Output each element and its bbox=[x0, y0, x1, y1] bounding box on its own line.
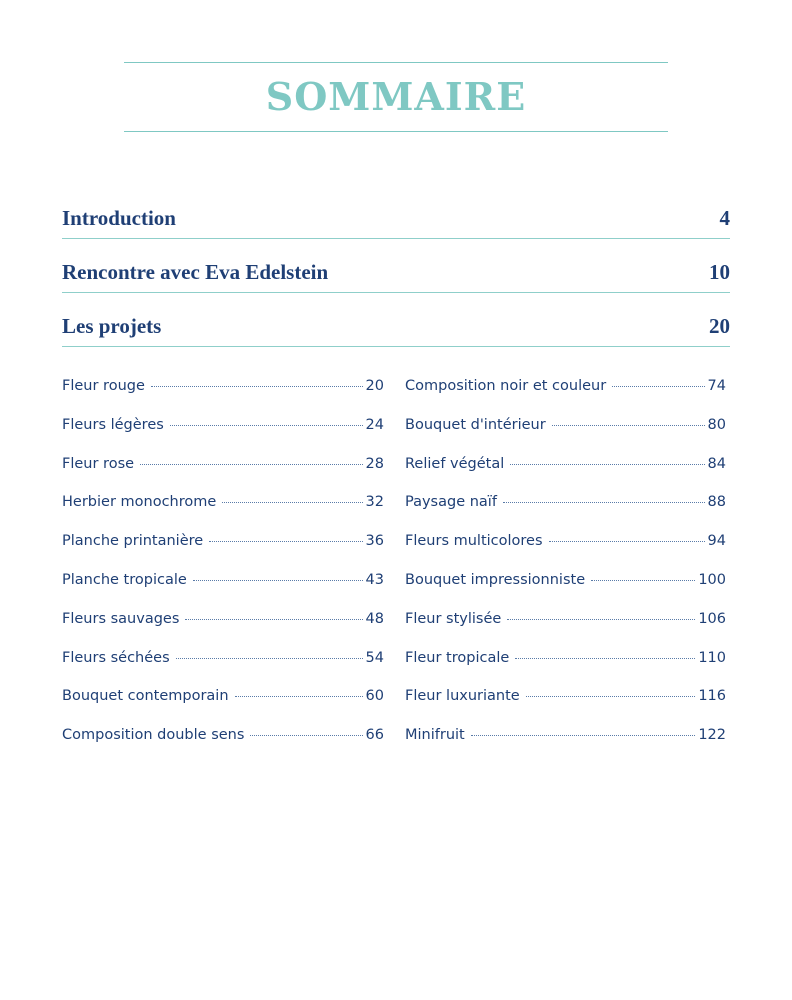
title-bottom-rule bbox=[124, 131, 668, 132]
entry-page: 110 bbox=[698, 649, 726, 666]
section-page: 4 bbox=[719, 206, 730, 230]
toc-entry[interactable] bbox=[62, 650, 384, 689]
dot-leader bbox=[471, 735, 696, 736]
entry-title: Fleur luxuriante bbox=[405, 688, 520, 705]
section-les-projets[interactable] bbox=[62, 306, 730, 347]
toc-entry[interactable] bbox=[405, 494, 726, 533]
entry-page: 84 bbox=[707, 455, 726, 472]
entry-title: Fleurs multicolores bbox=[405, 533, 543, 550]
entry-page: 60 bbox=[365, 688, 384, 705]
dot-leader bbox=[140, 464, 363, 465]
toc-entry[interactable] bbox=[405, 572, 726, 611]
dot-leader bbox=[510, 464, 704, 465]
toc-entry[interactable] bbox=[405, 688, 726, 727]
entry-title: Fleur stylisée bbox=[405, 610, 502, 627]
entry-title: Bouquet contemporain bbox=[62, 688, 229, 705]
dot-leader bbox=[503, 502, 705, 503]
entry-title: Relief végétal bbox=[405, 455, 505, 472]
toc-entry[interactable] bbox=[405, 533, 726, 572]
entry-title: Paysage naïf bbox=[405, 494, 497, 511]
toc-entry[interactable] bbox=[62, 688, 384, 727]
entry-title: Minifruit bbox=[405, 727, 465, 744]
section-label: Les projets bbox=[62, 314, 162, 338]
toc-entry[interactable] bbox=[405, 456, 726, 495]
toc-entry[interactable] bbox=[62, 494, 384, 533]
entry-title: Composition noir et couleur bbox=[405, 378, 607, 394]
entry-page: 94 bbox=[707, 533, 726, 550]
entry-page: 116 bbox=[698, 688, 726, 705]
toc-entry[interactable] bbox=[405, 417, 726, 456]
toc-entry[interactable] bbox=[405, 611, 726, 650]
title-top-rule bbox=[124, 62, 668, 63]
entry-page: 106 bbox=[698, 610, 726, 627]
section-rencontre[interactable] bbox=[62, 252, 730, 293]
dot-leader bbox=[250, 735, 362, 736]
dot-leader bbox=[151, 386, 363, 387]
entry-page: 80 bbox=[707, 416, 726, 433]
entry-page: 88 bbox=[707, 494, 726, 511]
entry-page: 100 bbox=[698, 571, 726, 588]
toc-entry[interactable] bbox=[62, 378, 384, 417]
toc-entry[interactable] bbox=[62, 533, 384, 572]
entry-page: 48 bbox=[365, 610, 384, 627]
dot-leader bbox=[526, 696, 696, 697]
entry-page: 122 bbox=[698, 727, 726, 744]
section-page: 20 bbox=[709, 314, 730, 338]
entry-page: 43 bbox=[365, 571, 384, 588]
dot-leader bbox=[507, 619, 695, 620]
dot-leader bbox=[591, 580, 695, 581]
toc-entry[interactable] bbox=[405, 727, 726, 766]
toc-entry[interactable] bbox=[62, 417, 384, 456]
entry-title: Bouquet impressionniste bbox=[405, 571, 586, 588]
entry-title: Fleurs sauvages bbox=[62, 610, 180, 627]
entry-title: Fleur rouge bbox=[62, 378, 145, 394]
dot-leader bbox=[209, 541, 362, 542]
section-page: 10 bbox=[709, 260, 730, 284]
entry-page: 36 bbox=[365, 533, 384, 550]
entry-title: Fleur rose bbox=[62, 455, 135, 472]
toc-entry[interactable] bbox=[405, 650, 726, 689]
entry-page: 54 bbox=[365, 649, 384, 666]
section-introduction[interactable] bbox=[62, 198, 730, 239]
entry-page: 20 bbox=[365, 378, 384, 394]
dot-leader bbox=[552, 425, 705, 426]
dot-leader bbox=[222, 502, 362, 503]
entry-title: Composition double sens bbox=[62, 727, 245, 744]
toc-entry[interactable] bbox=[62, 456, 384, 495]
dot-leader bbox=[612, 386, 704, 387]
section-label: Rencontre avec Eva Edelstein bbox=[62, 260, 329, 284]
toc-entry[interactable] bbox=[62, 727, 384, 766]
toc-entry[interactable] bbox=[405, 378, 726, 417]
toc-entry[interactable] bbox=[62, 611, 384, 650]
toc-entry[interactable] bbox=[62, 572, 384, 611]
dot-leader bbox=[170, 425, 363, 426]
entry-page: 28 bbox=[365, 455, 384, 472]
entry-page: 66 bbox=[365, 727, 384, 744]
entry-page: 74 bbox=[707, 378, 726, 394]
entry-page: 32 bbox=[365, 494, 384, 511]
entry-title: Planche tropicale bbox=[62, 571, 187, 588]
entry-title: Planche printanière bbox=[62, 533, 204, 550]
projects-left-column bbox=[62, 378, 384, 766]
entry-page: 24 bbox=[365, 416, 384, 433]
page-title: SOMMAIRE bbox=[265, 74, 527, 119]
dot-leader bbox=[515, 658, 695, 659]
projects-right-column bbox=[405, 378, 726, 766]
dot-leader bbox=[176, 658, 363, 659]
entry-title: Fleurs légères bbox=[62, 416, 164, 433]
dot-leader bbox=[193, 580, 363, 581]
dot-leader bbox=[185, 619, 362, 620]
entry-title: Herbier monochrome bbox=[62, 494, 217, 511]
entry-title: Fleur tropicale bbox=[405, 649, 510, 666]
entry-title: Fleurs séchées bbox=[62, 649, 170, 666]
dot-leader bbox=[549, 541, 705, 542]
entry-title: Bouquet d'intérieur bbox=[405, 416, 546, 433]
section-label: Introduction bbox=[62, 206, 176, 230]
dot-leader bbox=[235, 696, 363, 697]
